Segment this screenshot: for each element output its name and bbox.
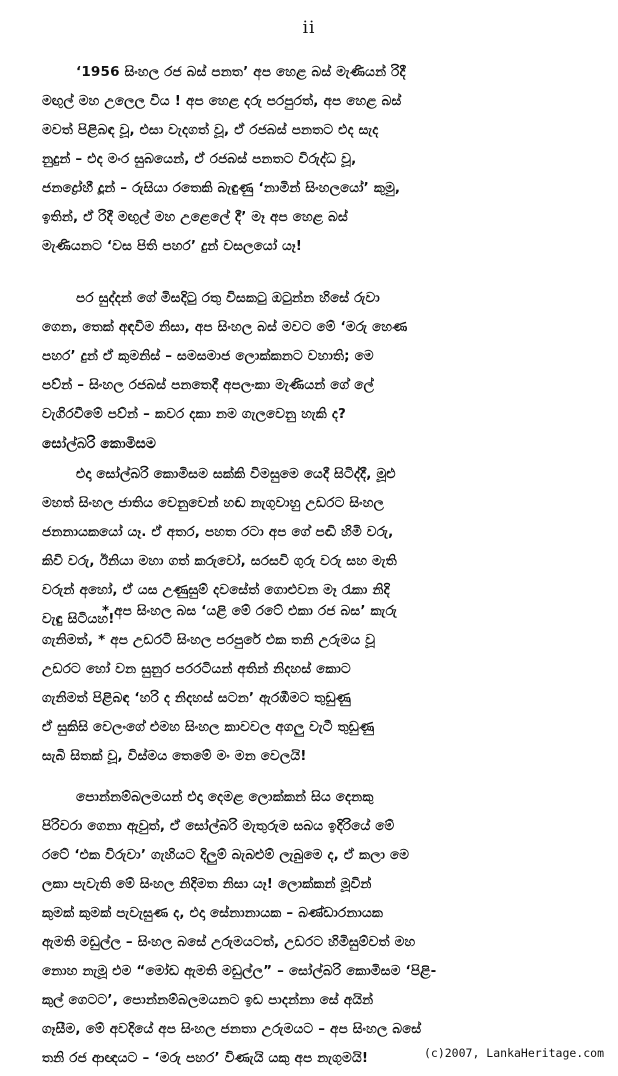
text-line: සැබි සිතක් වූ, විස්මය තෙමේ මං මන වෙලයි! xyxy=(42,748,307,764)
text-line: එදා සෝල්බරි කොමිසම සක්කි විමසුමෙ යෙදී සිටිද්දී, මූළු xyxy=(76,466,396,482)
text-line: ගැනිමත් පිළිබඳ ‘හරි ද නිදහස් සටන’ ඇරඹීමට තුඩුණු xyxy=(42,690,352,706)
text-line: පිරිවරා ගෙනා ඇවුත්, ඒ සෝල්බරි මැතුරුම සබය ඉදිරියේ මේ xyxy=(42,818,395,834)
text-line: ගෙන, තෙක් අඳවිම නිසා, අප සිංහල බස් මවට මේ ‘මරු හෙණ xyxy=(42,319,408,335)
paragraph-1 xyxy=(42,58,598,261)
copyright-footer: (c)2007, LankaHeritage.com xyxy=(423,1046,604,1060)
page-number: ii xyxy=(302,18,316,38)
paragraph-2 xyxy=(42,284,598,429)
text-line: මඟුල් මහ උලෙල විය ! අප හෙළ දරු පරපුරත්, අප හෙළ බස් xyxy=(42,93,402,109)
text-line: ඇමති මඩුල්ල – සිංහල බසේ උරුමයටත්, උඩරට හිමිසුම්වත් මහ xyxy=(42,934,416,950)
text-line: නුදුන් – එද මංර සුබයෙන්, ඒ රජබස් පනතට විරුද්ධ වූ, xyxy=(42,151,357,167)
text-line: ජනද්‍රෝහී දූන් – රුසියා රතෙකි බැඳුණු ‘නාමින් සිංහලයෝ’ කුමු, xyxy=(42,180,401,196)
text-line: ‘1956 සිංහල රජ බස් පනත’ අප හෙළ බස් මැණියන් රිදී xyxy=(76,64,406,80)
text-line: වැගිරවීමේ පව්න් – කවර දකා නම ගැලවෙනු හැකි ද? xyxy=(42,406,347,422)
text-line: පහර’ දුන් ඒ කුමනිස් – සමසමාජ ලොක්කනට වහාති; මෙ xyxy=(42,348,374,364)
text-line: ගැනිමත්, * අප උඩරටි සිංහල පරපුරේ එක තනි උරුමය වූ xyxy=(42,632,376,648)
text-line: මහත් සිංහල ජාතිය වෙනුවෙන් හඬ නැගුවාහු උඩරට සිංහල xyxy=(42,495,385,511)
text-line: පව්න් – සිංහල රජබස් පනතෙදී අපලංකා මැණියන් ගේ ලේ xyxy=(42,377,374,393)
text-line: කුමක් කුමක් පැවැසුණ ද, එදා සේනානායක – බණ්ඩාරනායක xyxy=(42,905,384,921)
paragraph-4 xyxy=(42,597,598,771)
text-line: වැඳු සිටියහ! xyxy=(42,611,115,627)
section-heading: සෝල්බරි කොමිසම xyxy=(42,436,156,452)
text-line: පර සුද්දන් ගේ මිසදිටු රතු විසකටු ඔටුන්න හිසේ රුවා xyxy=(76,290,380,306)
text-line: ජනනායකයෝ යෑ. ඒ අතර, පහත රටා අප ගේ පඬි හිමි වරු, xyxy=(42,524,394,540)
text-line: ගෑසීම, මේ අවදියේ අප සිංහල ජනතා උරුමයට – අප සිංහල බසේ xyxy=(42,1021,422,1037)
text-line: මැණියනට ‘වස පිති පහර’ දුන් වසලයෝ යෑ! xyxy=(42,238,303,254)
text-line: කුල් ගෙටට’, පොන්නම්බලමයනට ඉඩ පාදන්නා සේ අයින් xyxy=(42,992,374,1008)
paragraph-5 xyxy=(42,783,598,1073)
text-line: උඩරට හෝ වන සුනුර පරරටියන් අතින් නිදහස් කොට xyxy=(42,661,351,677)
text-line: නොහ නැමූ එම “මෝඩ ඇමති මඩුල්ල” – සෝල්බරි කොමිසම ‘පිළි- xyxy=(42,963,437,979)
text-line: ලකා පැවැති මේ සිංහල නිදිමත නිසා යෑ! ලොක්කන් මූවින් xyxy=(42,876,372,892)
text-line: ඉතින්, ඒ රිදී මඟුල් මහ උළෙලේ දී’ මෑ අප හෙළ බස් xyxy=(42,209,348,225)
text-line: පොන්නම්බලමයන් එදා දෙමළ ලොක්කන් සිය දෙනකු xyxy=(76,789,374,805)
text-line: මවත් පිළිබඳ වූ, එසා වැදගත් වූ, ඒ රජබස් පනතට එද සැද xyxy=(42,122,379,138)
text-line: තනි රජ ආඥයට – ‘මරු පහර’ විණැයි යකු අප නැගුමයි! xyxy=(42,1050,369,1066)
text-line: වරුන් අහෝ, ඒ යස උණුසුම් දවසේත් ගොළුවන මෑ රැකා නිදි xyxy=(42,582,390,598)
text-line: කිවි වරු, ඊනියා මහා ගත් කරුවෝ, සරසවි ගුරු වරු සහ මැති xyxy=(42,553,397,569)
text-line: * අප සිංහල බස ‘යළි මේ රටේ එකා රජ බස’ කැරු xyxy=(102,603,397,619)
text-line: ඒ සුකිසි වෙලංගේ එමහ සිංහල කාවවල අගලු වැටී තුඩුණු xyxy=(42,719,375,735)
text-line: රටේ ‘එක විරුවා’ ගැහියට දිලුම් බැබළුම් ලැබුමෙ ද, ඒ කලා මෙ xyxy=(42,847,410,863)
